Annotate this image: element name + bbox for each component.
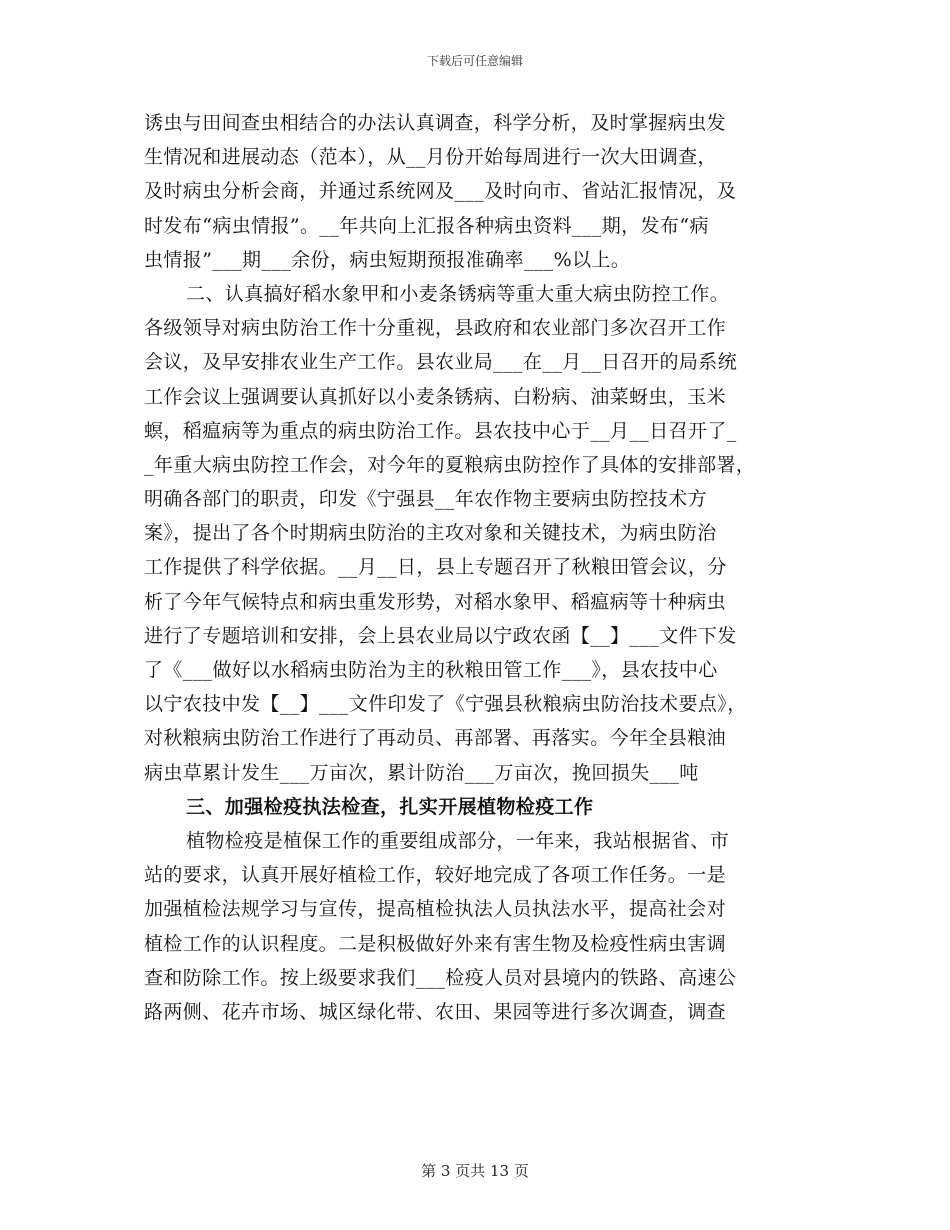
text-line: 虫情报”___期___余份，病虫短期预报准确率___%以上。 (144, 248, 631, 271)
text-line: 对秋粮病虫防治工作进行了再动员、再部署、再落实。今年全县粮油 (144, 727, 727, 750)
text-line: _年重大病虫防控工作会，对今年的夏粮病虫防控作了具体的安排部署， (144, 453, 756, 476)
section-two-intro: 二、认真搞好稻水象甲和小麦条锈病等重大重大病虫防控工作。 (186, 282, 730, 305)
text-line: 诱虫与田间查虫相结合的办法认真调查，科学分析，及时掌握病虫发 (144, 112, 727, 134)
text-line: 进行了专题培训和安排，会上县农业局以宁政农函【__】___文件下发 (144, 624, 737, 647)
text-line: 及时病虫分析会商，并通过系统网及___及时向市、省站汇报情况，及 (144, 180, 737, 203)
text-line: 查和防除工作。按上级要求我们___检疫人员对县境内的铁路、高速公 (144, 966, 737, 989)
text-line: 工作提供了科学依据。__月__日，县上专题召开了秋粮田管会议，分 (144, 556, 727, 579)
text-line: 植物检疫是植保工作的重要组成部分，一年来，我站根据省、市 (186, 829, 730, 852)
text-line: 会议，及早安排农业生产工作。县农业局___在__月__日召开的局系统 (144, 351, 738, 374)
text-line: 案》，提出了各个时期病虫防治的主攻对象和关键技术，为病虫防治 (144, 522, 717, 545)
page-header: 下载后可任意编辑 (426, 54, 523, 68)
page-footer: 第 3 页共 13 页 (421, 1162, 529, 1180)
text-line: 植检工作的认识程度。二是积极做好外来有害生物及检疫性病虫害调 (144, 932, 727, 955)
text-line: 各级领导对病虫防治工作十分重视，县政府和农业部门多次召开工作 (144, 317, 727, 340)
text-line: 病虫草累计发生___万亩次，累计防治___万亩次，挽回损失___吨 (144, 761, 699, 784)
document-body (144, 106, 814, 1029)
text-line: 站的要求，认真开展好植检工作，较好地完成了各项工作任务。一是 (144, 864, 727, 887)
text-line: 时发布“病虫情报”。__年共向上汇报各种病虫资料___期，发布“病 (144, 214, 709, 237)
text-line: 生情况和进展动态（范本），从__月份开始每周进行一次大田调查， (144, 146, 717, 169)
text-line: 以宁农技中发【__】___文件印发了《宁强县秋粮病虫防治技术要点》， (144, 693, 747, 716)
text-line: 了《___做好以水稻病虫防治为主的秋粮田管工作___》，县农技中心 (144, 659, 718, 681)
text-line: 路两侧、花卉市场、城区绿化带、农田、果园等进行多次调查，调查 (144, 1000, 727, 1023)
text-line: 工作会议上强调要认真抓好以小麦条锈病、白粉病、油菜蚜虫，玉米 (144, 385, 727, 408)
text-line: 明确各部门的职责，印发《宁强县__年农作物主要病虫防控技术方 (144, 488, 708, 511)
text-line: 螟，稻瘟病等为重点的病虫防治工作。县农技中心于__月__日召开了_ (144, 419, 737, 442)
text-line: 析了今年气候特点和病虫重发形势，对稻水象甲、稻瘟病等十种病虫 (144, 590, 727, 613)
section-three-heading: 三、加强检疫执法检查，扎实开展植物检疫工作 (186, 795, 594, 818)
text-line: 加强植检法规学习与宣传，提高植检执法人员执法水平，提高社会对 (144, 898, 727, 921)
